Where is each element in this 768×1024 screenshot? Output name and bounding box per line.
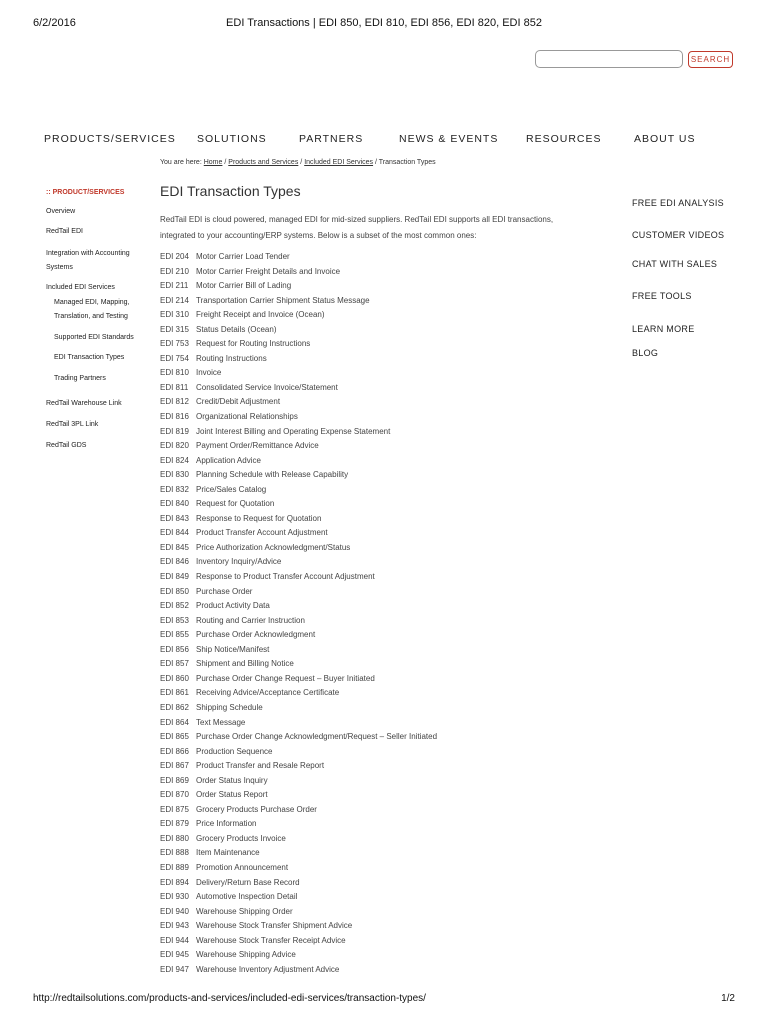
transaction-code: EDI 867 [160,761,189,771]
transaction-row [160,279,600,294]
transaction-code: EDI 945 [160,950,189,960]
transaction-name: Text Message [196,717,246,727]
transaction-name: Receiving Advice/Acceptance Certificate [196,688,340,698]
transaction-name: Warehouse Stock Transfer Shipment Advice [196,921,353,931]
transaction-name: Transportation Carrier Shipment Status Message [196,295,370,305]
transaction-name: Request for Routing Instructions [196,339,311,349]
transaction-row [160,672,600,687]
transaction-code: EDI 860 [160,673,189,683]
transaction-row [160,454,600,469]
transaction-row [160,774,600,789]
transaction-code: EDI 844 [160,528,189,538]
transaction-code: EDI 853 [160,615,189,625]
transaction-row [160,555,600,570]
sidebar-item-gds[interactable]: RedTail GDS [46,442,87,449]
transaction-name: Price/Sales Catalog [196,484,267,494]
transaction-code: EDI 832 [160,484,189,494]
transaction-name: Item Maintenance [196,848,260,858]
transaction-name: Status Details (Ocean) [196,324,277,334]
transaction-row [160,890,600,905]
transaction-code: EDI 880 [160,833,189,843]
rside-link-free-tools[interactable]: FREE TOOLS [632,291,692,301]
transaction-name: Motor Carrier Load Tender [196,252,290,261]
transaction-name: Order Status Report [196,790,268,800]
transaction-row [160,817,600,832]
transaction-row [160,745,600,760]
transaction-name: Joint Interest Billing and Operating Expense Statement [196,426,391,436]
transaction-code: EDI 879 [160,819,189,829]
rside-link-learn-more[interactable]: LEARN MORE [632,324,695,334]
transaction-name: Warehouse Inventory Adjustment Advice [196,964,340,974]
transaction-name: Inventory Inquiry/Advice [196,557,282,567]
transaction-name: Grocery Products Purchase Order [196,804,317,814]
transaction-row [160,483,600,498]
transaction-code: EDI 861 [160,688,189,698]
sidebar-item-included-edi[interactable]: Included EDI Services [46,284,115,291]
nav-item-products-services[interactable]: PRODUCTS/SERVICES [44,133,176,145]
transaction-code: EDI 866 [160,746,189,756]
sidebar-item-3pl-link[interactable]: RedTail 3PL Link [46,421,99,428]
transaction-code: EDI 943 [160,921,189,931]
transaction-name: Purchase Order [196,586,253,596]
transaction-name: Request for Quotation [196,499,275,509]
transaction-row [160,468,600,483]
transaction-code: EDI 869 [160,775,189,785]
breadcrumb-separator: / [300,159,303,166]
transaction-row [160,759,600,774]
print-url: http://redtailsolutions.com/products-and-services/included-edi-services/transaction-types/ [33,993,426,1004]
nav-item-news-events[interactable]: NEWS & EVENTS [399,133,499,145]
transaction-name: Motor Carrier Bill of Lading [196,281,292,291]
transaction-code: EDI 820 [160,441,189,451]
intro-text: RedTail EDI is cloud powered, managed EDI for mid-sized suppliers. RedTail EDI supports all EDI transactions, integrated to your accounting/ERP systems. Below is a subset of the most common ones: [160,215,554,240]
transaction-row [160,265,600,280]
transaction-name: Promotion Announcement [196,862,289,872]
transaction-name: Grocery Products Invoice [196,833,286,843]
rside-link-chat-with-sales[interactable]: CHAT WITH SALES [632,259,718,269]
transaction-code: EDI 812 [160,397,189,407]
transaction-row [160,832,600,847]
transaction-name: Application Advice [196,455,261,465]
transaction-list [160,250,600,977]
transaction-code: EDI 830 [160,470,189,480]
nav-item-resources[interactable]: RESOURCES [526,133,602,145]
transaction-row [160,366,600,381]
transaction-code: EDI 840 [160,499,189,509]
transaction-name: Organizational Relationships [196,412,298,422]
transaction-name: Production Sequence [196,746,273,756]
transaction-row [160,686,600,701]
transaction-row [160,905,600,920]
transaction-name: Routing Instructions [196,353,267,363]
breadcrumb-prefix: You are here: [160,159,202,166]
transaction-name: Delivery/Return Base Record [196,877,300,887]
search-input[interactable] [535,50,683,68]
transaction-row [160,352,600,367]
transaction-row [160,919,600,934]
page-title: EDI Transaction Types [160,183,301,199]
breadcrumb [160,159,436,166]
transaction-name: Product Activity Data [196,601,270,611]
transaction-code: EDI 850 [160,586,189,596]
transaction-row [160,294,600,309]
transaction-name: Shipping Schedule [196,702,263,712]
transaction-row [160,425,600,440]
transaction-code: EDI 824 [160,455,189,465]
transaction-name: Invoice [196,368,222,378]
transaction-row [160,323,600,338]
transaction-code: EDI 211 [160,281,189,291]
sidebar-subitem-transaction-types[interactable]: EDI Transaction Types [54,354,125,361]
transaction-row [160,730,600,745]
transaction-row [160,948,600,963]
transaction-name: Product Transfer Account Adjustment [196,528,328,538]
transaction-code: EDI 849 [160,572,189,582]
transaction-name: Price Authorization Acknowledgment/Status [196,542,351,552]
transaction-name: Purchase Order Acknowledgment [196,630,316,640]
transaction-name: Warehouse Shipping Order [196,906,293,916]
transaction-code: EDI 852 [160,601,189,611]
transaction-code: EDI 753 [160,339,189,349]
sidebar-subitem-trading-partners[interactable]: Trading Partners [54,375,106,382]
transaction-name: Price Information [196,819,257,829]
nav-item-solutions[interactable]: SOLUTIONS [197,133,267,145]
sidebar-item-redtail-edi[interactable]: RedTail EDI [46,228,83,235]
transaction-row [160,803,600,818]
transaction-row [160,497,600,512]
transaction-name: Warehouse Shipping Advice [196,950,296,960]
transaction-row [160,512,600,527]
sidebar-item-integration-cont[interactable]: Systems [46,264,73,271]
transaction-code: EDI 310 [160,310,189,320]
transaction-code: EDI 214 [160,295,189,305]
transaction-name: Purchase Order Change Acknowledgment/Request – Seller Initiated [196,732,438,742]
rside-link-blog[interactable]: BLOG [632,348,659,358]
transaction-row [160,716,600,731]
transaction-row [160,439,600,454]
transaction-name: Routing and Carrier Instruction [196,615,305,625]
transaction-row [160,570,600,585]
sidebar-subitem-standards[interactable]: Supported EDI Standards [54,334,134,341]
transaction-row [160,526,600,541]
transaction-row [160,876,600,891]
transaction-name: Ship Notice/Manifest [196,644,270,654]
transaction-row [160,614,600,629]
transaction-row [160,701,600,716]
transaction-row [160,381,600,396]
transaction-code: EDI 754 [160,353,189,363]
transaction-row [160,308,600,323]
transaction-code: EDI 846 [160,557,189,567]
transaction-code: EDI 845 [160,542,189,552]
transaction-row [160,250,600,265]
rside-link-free-edi-analysis[interactable]: FREE EDI ANALYSIS [632,198,724,208]
transaction-code: EDI 889 [160,862,189,872]
transaction-row [160,628,600,643]
transaction-name: Automotive Inspection Detail [196,892,298,902]
breadcrumb-link-products[interactable]: Products and Services [228,159,299,166]
transaction-code: EDI 864 [160,717,189,727]
transaction-code: EDI 855 [160,630,189,640]
transaction-code: EDI 930 [160,892,189,902]
breadcrumb-link-home[interactable]: Home [203,159,223,166]
transaction-code: EDI 810 [160,368,189,378]
transaction-code: EDI 315 [160,324,189,334]
sidebar-item-warehouse-link[interactable]: RedTail Warehouse Link [46,400,122,407]
transaction-name: Consolidated Service Invoice/Statement [196,382,338,392]
transaction-name: Warehouse Stock Transfer Receipt Advice [196,935,346,945]
transaction-code: EDI 888 [160,848,189,858]
transaction-row [160,410,600,425]
sidebar-item-integration[interactable]: Integration with Accounting [46,250,130,257]
breadcrumb-link-included-edi[interactable]: Included EDI Services [304,159,374,166]
breadcrumb-separator: / [224,159,227,166]
sidebar-subitem-managed-edi-cont[interactable]: Translation, and Testing [54,313,128,320]
transaction-row [160,963,600,978]
print-date: 6/2/2016 [33,17,76,29]
transaction-code: EDI 843 [160,513,189,523]
transaction-code: EDI 944 [160,935,189,945]
transaction-name: Response to Request for Quotation [196,513,322,523]
transaction-code: EDI 947 [160,964,189,974]
transaction-name: Motor Carrier Freight Details and Invoice [196,266,341,276]
transaction-code: EDI 940 [160,906,189,916]
breadcrumb-current: Transaction Types [378,159,436,166]
transaction-row [160,861,600,876]
breadcrumb-separator: / [375,159,377,166]
transaction-code: EDI 856 [160,644,189,654]
nav-item-partners[interactable]: PARTNERS [299,133,364,145]
transaction-row [160,846,600,861]
transaction-row [160,395,600,410]
transaction-code: EDI 204 [160,252,189,261]
rside-link-customer-videos[interactable]: CUSTOMER VIDEOS [632,230,725,240]
transaction-row [160,934,600,949]
transaction-name: Payment Order/Remittance Advice [196,441,319,451]
transaction-name: Purchase Order Change Request – Buyer Initiated [196,673,375,683]
transaction-name: Shipment and Billing Notice [196,659,294,669]
transaction-row [160,599,600,614]
transaction-row [160,337,600,352]
search-button[interactable]: SEARCH [688,51,733,68]
transaction-code: EDI 857 [160,659,189,669]
sidebar-subitem-managed-edi[interactable]: Managed EDI, Mapping, [54,299,130,306]
transaction-code: EDI 862 [160,702,189,712]
transaction-name: Product Transfer and Resale Report [196,761,325,771]
transaction-code: EDI 875 [160,804,189,814]
transaction-name: Credit/Debit Adjustment [196,397,281,407]
transaction-row [160,541,600,556]
transaction-name: Freight Receipt and Invoice (Ocean) [196,310,325,320]
transaction-name: Planning Schedule with Release Capability [196,470,349,480]
transaction-code: EDI 870 [160,790,189,800]
nav-item-about-us[interactable]: ABOUT US [634,133,696,145]
transaction-code: EDI 811 [160,382,189,392]
sidebar-heading: :: PRODUCT/SERVICES [46,189,125,196]
transaction-code: EDI 210 [160,266,189,276]
print-page-number: 1/2 [721,993,735,1004]
transaction-row [160,657,600,672]
transaction-name: Response to Product Transfer Account Adjustment [196,572,375,582]
transaction-code: EDI 865 [160,732,189,742]
transaction-row [160,643,600,658]
transaction-row [160,788,600,803]
transaction-code: EDI 816 [160,412,189,422]
print-page-title: EDI Transactions | EDI 850, EDI 810, EDI 856, EDI 820, EDI 852 [226,17,542,29]
transaction-name: Order Status Inquiry [196,775,268,785]
transaction-code: EDI 819 [160,426,189,436]
transaction-code: EDI 894 [160,877,189,887]
sidebar-item-overview[interactable]: Overview [46,208,76,215]
transaction-row [160,585,600,600]
